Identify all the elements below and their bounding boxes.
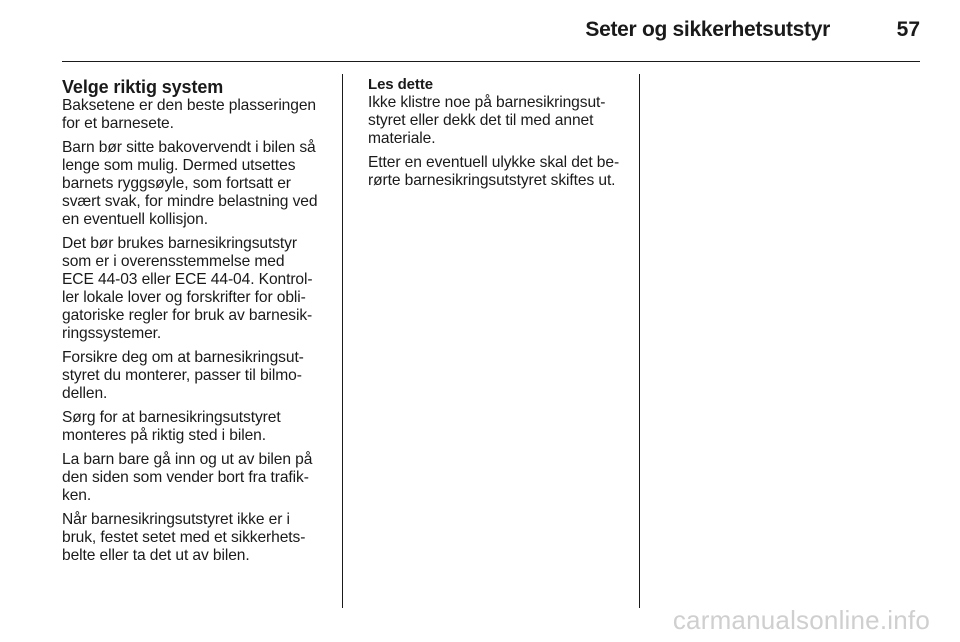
text-line: Når barnesikringsutstyret ikke er i (62, 511, 290, 528)
paragraph (62, 235, 332, 343)
text-line: for et barnesete. (62, 115, 174, 132)
paragraph (368, 154, 630, 190)
text-line: bruk, festet setet med et sikkerhets- (62, 529, 306, 546)
left-column (62, 77, 332, 571)
text-line: som er i overensstemmelse med (62, 253, 285, 270)
text-line: styret du monterer, passer til bilmo- (62, 367, 302, 384)
text-line: Det bør brukes barnesikringsutstyr (62, 235, 297, 252)
watermark: carmanualsonline.info (672, 605, 930, 635)
text-line: Baksetene er den beste plasseringen (62, 97, 316, 114)
text-line: ringssystemer. (62, 325, 162, 342)
header-divider (62, 61, 920, 62)
paragraph (368, 94, 630, 148)
text-line: svært svak, for mindre belastning ved (62, 193, 318, 210)
text-line: Ikke klistre noe på barnesikringsut- (368, 94, 606, 111)
header-title: Seter og sikkerhetsutstyr (585, 18, 830, 41)
text-line: rørte barnesikringsutstyret skiftes ut. (368, 172, 616, 189)
text-line: gatoriske regler for bruk av barnesik- (62, 307, 313, 324)
text-line: Barn bør sitte bakovervendt i bilen så (62, 139, 316, 156)
column-divider (639, 74, 640, 608)
text-line: dellen. (62, 385, 108, 402)
text-line: La barn bare gå inn og ut av bilen på (62, 451, 313, 468)
paragraph (62, 511, 332, 565)
page-number: 57 (896, 18, 920, 41)
text-line: Forsikre deg om at barnesikringsut- (62, 349, 304, 366)
text-line: Sørg for at barnesikringsutstyret (62, 409, 281, 426)
column-divider (342, 74, 343, 608)
paragraph (62, 409, 332, 445)
text-line: ken. (62, 487, 92, 504)
text-line: ECE 44-03 eller ECE 44-04. Kontrol- (62, 271, 313, 288)
text-line: materiale. (368, 130, 436, 147)
text-line: Etter en eventuell ulykke skal det be- (368, 154, 620, 171)
note-heading: Les dette (368, 76, 433, 93)
text-line: den siden som vender bort fra trafik- (62, 469, 309, 486)
text-line: monteres på riktig sted i bilen. (62, 427, 266, 444)
paragraph (62, 97, 332, 133)
text-line: barnets ryggsøyle, som fortsatt er (62, 175, 291, 192)
text-line: en eventuell kollisjon. (62, 211, 208, 228)
paragraph (62, 451, 332, 505)
paragraph (62, 139, 332, 229)
text-line: belte eller ta det ut av bilen. (62, 547, 250, 564)
text-line: styret eller dekk det til med annet (368, 112, 594, 129)
middle-column (368, 77, 630, 196)
paragraph (62, 349, 332, 403)
text-line: lenge som mulig. Dermed utsettes (62, 157, 296, 174)
text-line: ler lokale lover og forskrifter for obli- (62, 289, 306, 306)
section-heading: Velge riktig system (62, 77, 224, 97)
